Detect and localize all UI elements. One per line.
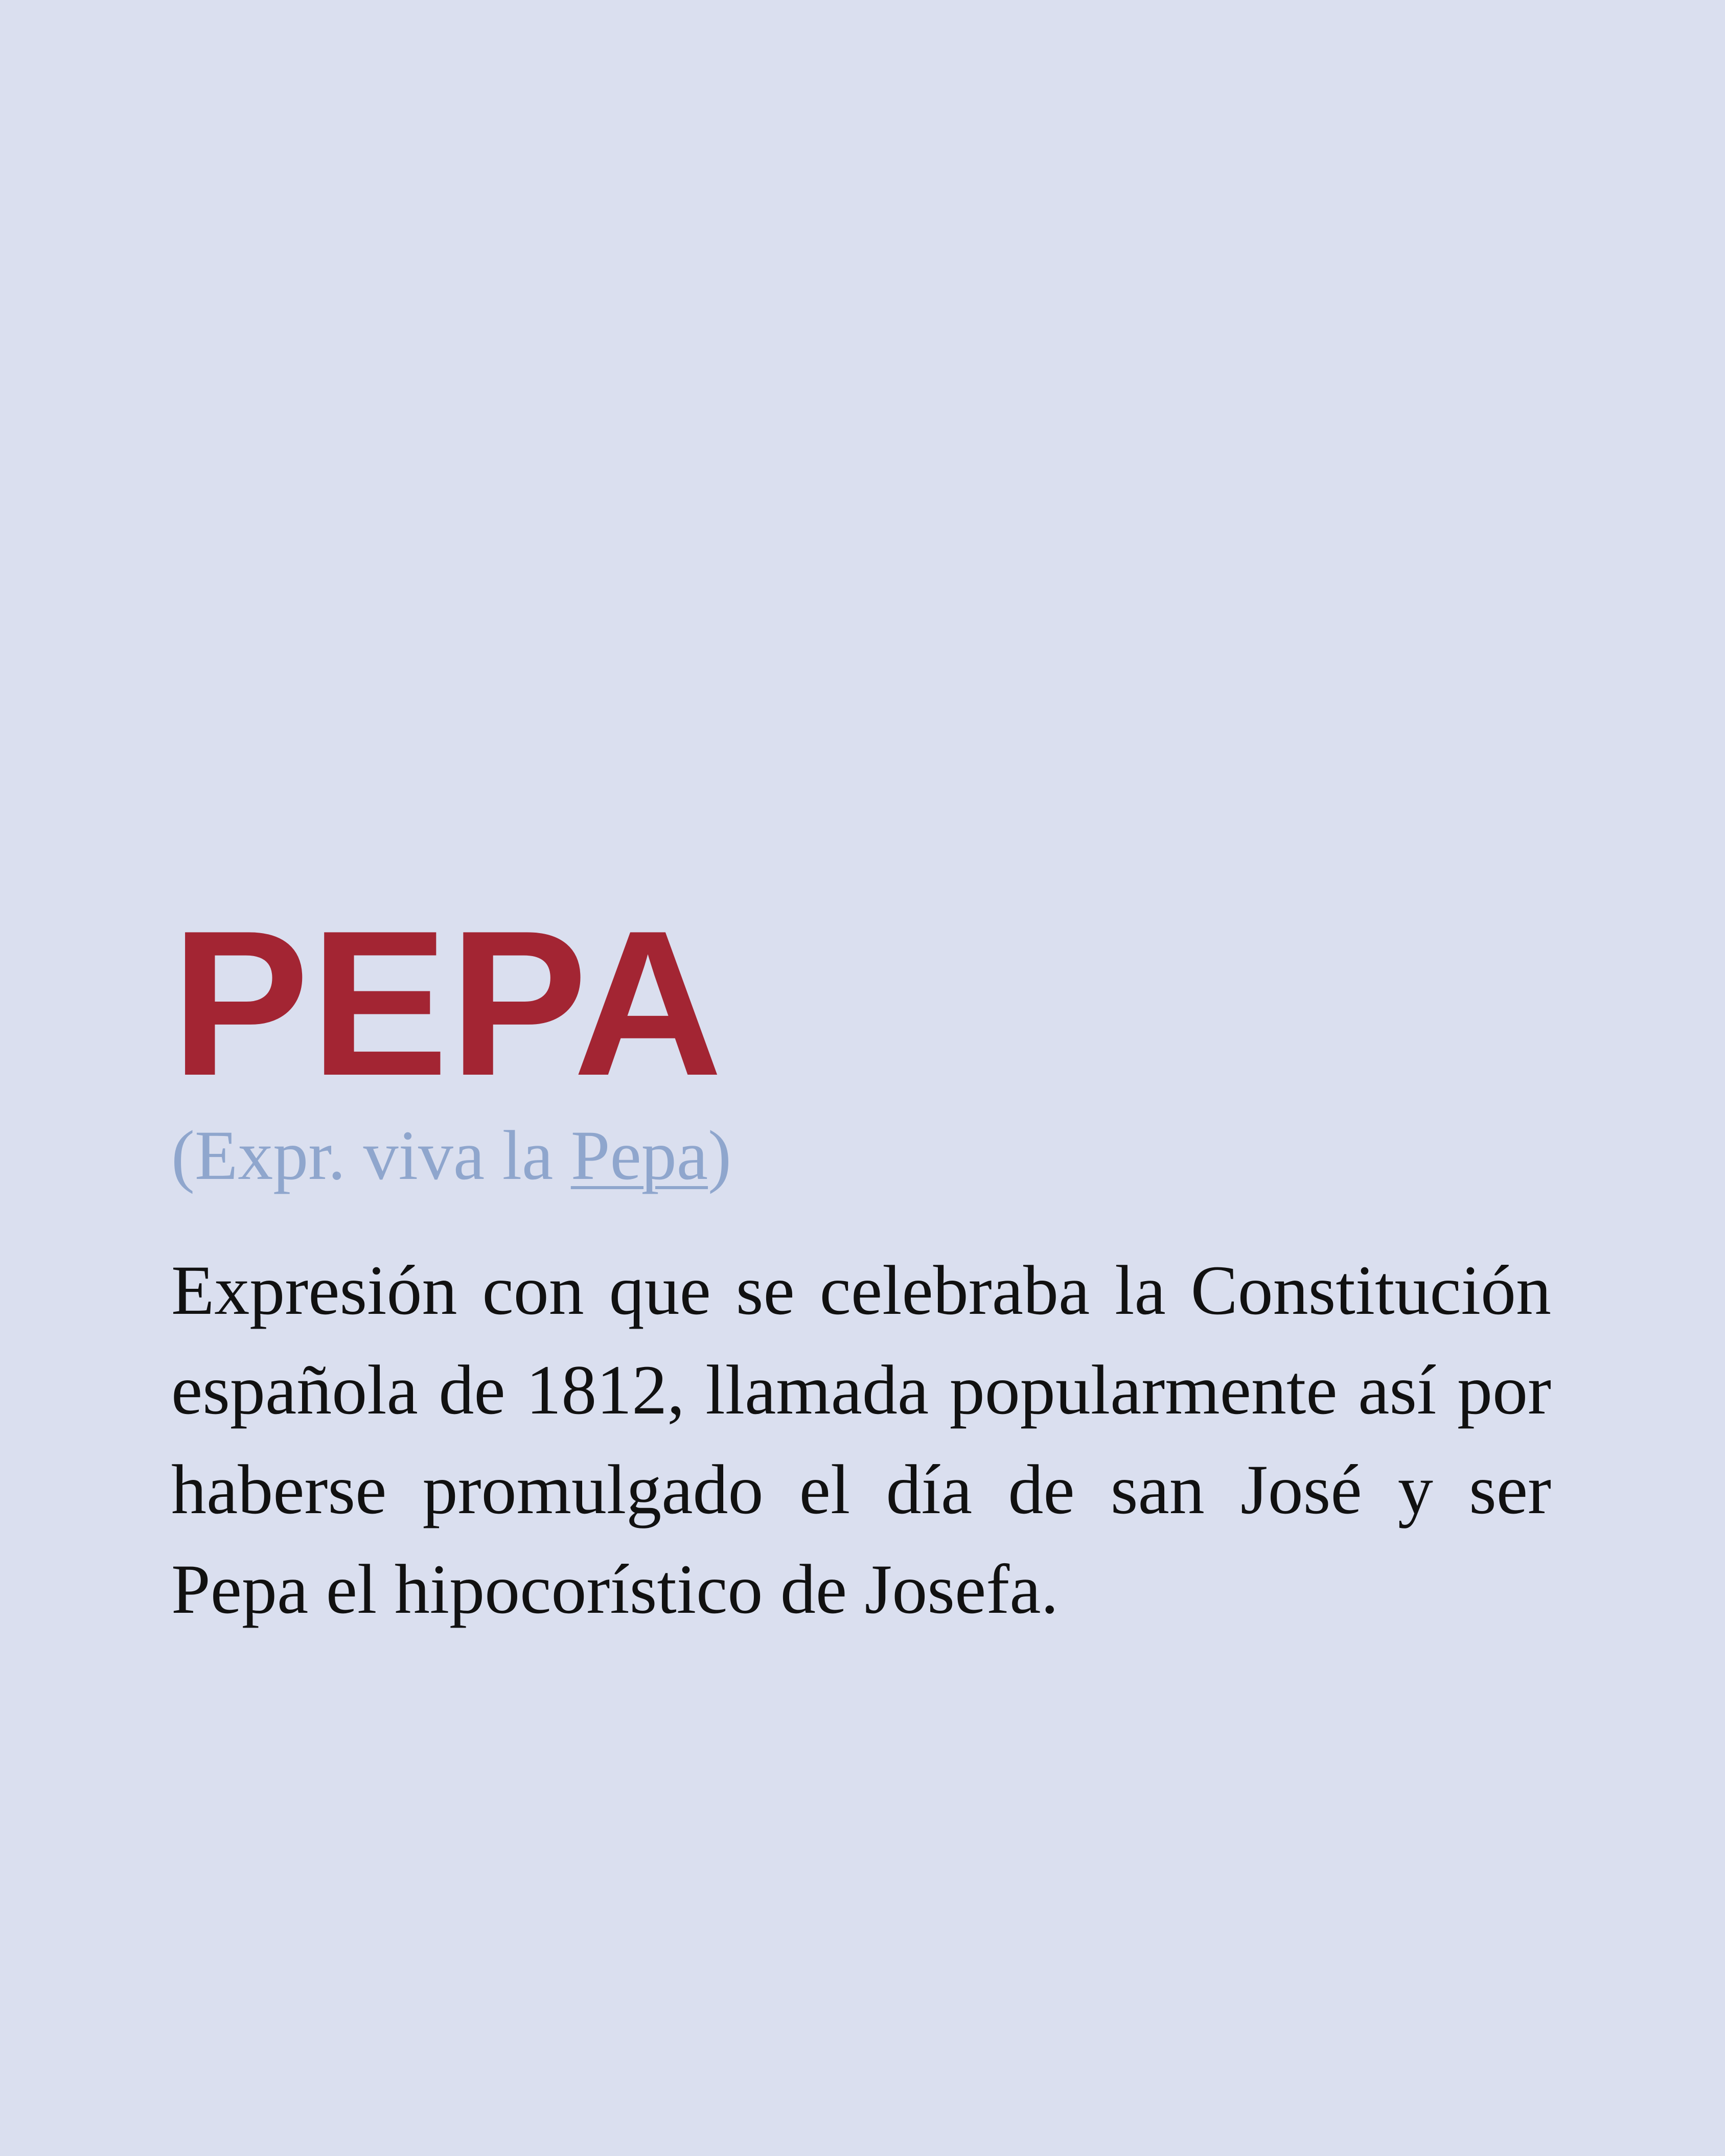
expression-subhead [171,1117,1551,1194]
subhead-prefix: (Expr. viva la [171,1116,571,1194]
subhead-suffix: ) [708,1116,732,1194]
definition-text: Expresión con que se celebraba la Constitución española de 1812, llamada popularmente así por haberse promulgado el día de san José y ser Pepa el hipocorístico de Josefa. [171,1250,1551,1628]
headword: PEPA [171,887,724,1119]
pepa-link[interactable]: Pepa [570,1116,708,1194]
dictionary-entry [171,887,1551,1709]
